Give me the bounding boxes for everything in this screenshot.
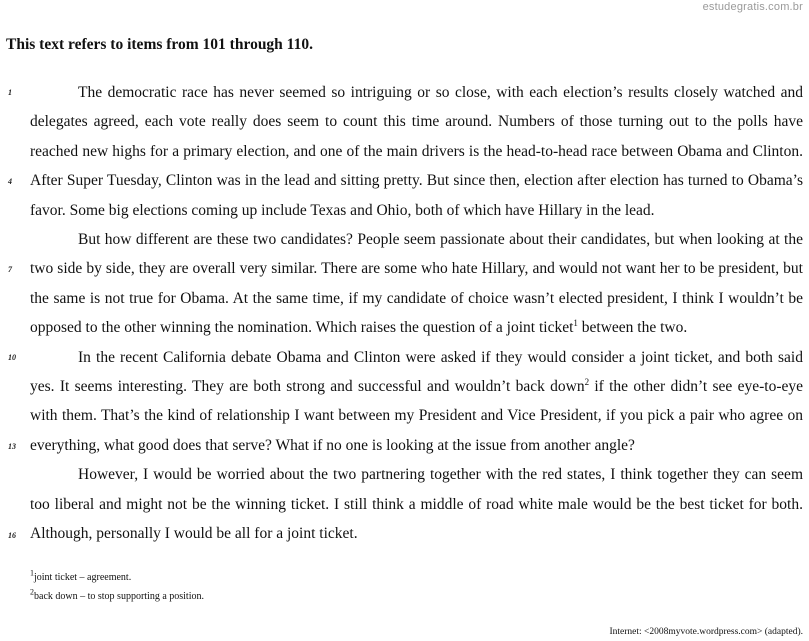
paragraph-4 (30, 460, 803, 548)
paragraph-1-text: The democratic race has never seemed so intriguing or so close, with each election’s results closely watched and delegates agreed, each vote really does seem to count this time around. Numbers of those turning out to the polls have reached new highs for a primary election, and one of the main drivers is the head-to-head race between Obama and Clinton. After Super Tuesday, Clinton was in the lead and sitting pretty. But since then, election after election has turned to Obama’s favor. Some big elections coming up include Texas and Ohio, both of which have Hillary in the lead. (30, 84, 803, 219)
footnote-2 (30, 587, 204, 606)
paragraph-1 (30, 78, 803, 225)
footnote-1-text: joint ticket – agreement. (34, 572, 132, 583)
line-number-13: 13 (8, 442, 16, 451)
line-number-4: 4 (8, 177, 12, 186)
footnote-ref-1: 1 (573, 318, 578, 329)
source-citation: Internet: <2008myvote.wordpress.com> (adapted). (609, 627, 803, 637)
paragraph-3 (30, 343, 803, 461)
footnotes (30, 568, 204, 606)
page-heading: This text refers to items from 101 through 110. (6, 36, 313, 53)
footnote-2-number: 2 (30, 587, 34, 597)
line-number-1: 1 (8, 88, 12, 97)
paragraph-2-text-before: But how different are these two candidates? People seem passionate about their candidates, but when looking at the two side by side, they are overall very similar. There are some who hate Hillary, and would not want her to be president, but the same is not true for Obama. At the same time, if my candidate of choice wasn’t elected president, I think I wouldn’t be opposed to the other winning the nomination. Which raises the question of a joint ticket (30, 231, 803, 337)
line-number-10: 10 (8, 353, 16, 362)
footnote-ref-2: 2 (584, 376, 590, 387)
line-number-16: 16 (8, 531, 16, 540)
footnote-1-number: 1 (30, 568, 34, 578)
paragraph-4-text: However, I would be worried about the two partnering together with the red states, I think together they can seem too liberal and might not be the winning ticket. I still think a middle of road white male would be the best ticket for both. Although, personally I would be all for a joint ticket. (30, 466, 803, 543)
paragraph-3-text-after: if the other didn’t see eye-to-eye with them. That’s the kind of relationship I want between my President and Vice President, if you pick a pair who agree on everything, what good does that serve? What if no one is looking at the issue from another angle? (30, 378, 803, 454)
footnote-1 (30, 568, 204, 587)
site-watermark: estudegratis.com.br (702, 1, 803, 13)
line-number-7: 7 (8, 265, 12, 274)
article-text (30, 78, 803, 549)
paragraph-3-text-before: In the recent California debate Obama and Clinton were asked if they would consider a joint ticket, and both said yes. It seems interesting. They are both strong and successful and wouldn’t back down (30, 348, 803, 396)
footnote-2-text: back down – to stop supporting a position. (34, 591, 204, 602)
paragraph-2 (30, 225, 803, 343)
paragraph-2-text-after: between the two. (577, 319, 688, 337)
